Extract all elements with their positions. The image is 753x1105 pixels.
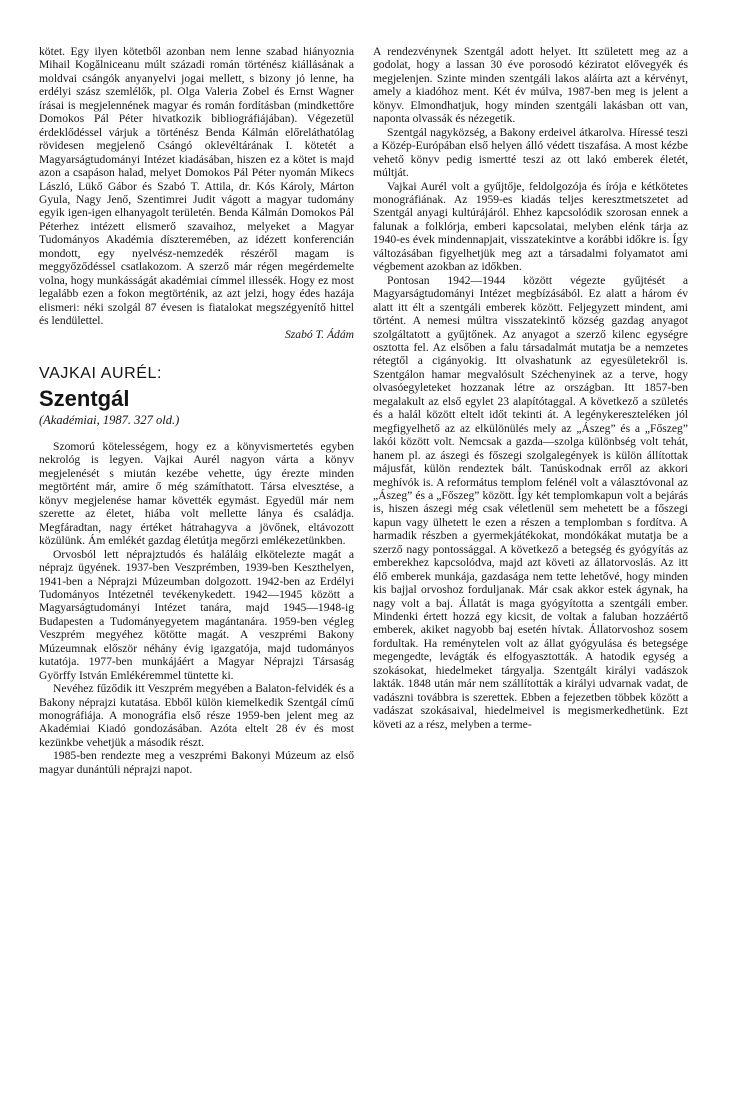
review-paragraph: 1985-ben rendezte meg a veszprémi Bakonyi Múzeum az első magyar dunántúli néprajzi napot. [39,749,354,776]
review-paragraph: Szomorú kötelességem, hogy ez a könyvismertetés egyben nekrológ is legyen. Vajkai Aurél nagyon várta a könyv megjelenését s miután kezébe vehette, úgy érezte minden megtörtént már, amire ő még számíthatott. Társa elvesztése, a könyv megjelenése hamar követték egymást. Egyedül már nem szerette az életet, hiába volt mellette lánya és családja. Megfáradtan, nagy értéket hátrahagyva a jövőnek, eltávozott közülünk. Ám emlékét gazdag életútja megőrzi emlékezetünkben. [39,439,354,548]
previous-review-signature: Szabó T. Ádám [284,327,354,341]
review-paragraph: Orvosból lett néprajztudós és haláláig elkötelezte magát a néprajz ügyének. 1937-ben Veszprémben, 1939-ben Keszthelyen, 1941-ben a Néprajzi Múzeumban dolgozott. 1942-ben az Erdélyi Tudományos Intézetnél tevékenykedett. 1942—1945 között a Magyarságtudományi Intézet tanára, majd 1945—1948-ig Budapesten a Tudományegyetem magántanára. 1959-ben végleg Veszprém megyéhez kötötte magát. A veszprémi Bakony Múzeumnak először néhány évig igazgatója, majd tudományos kutatója. 1977-ben munkájáért a Magyar Néprajzi Társaság Györffy István Emlékéremmel tüntette ki. [39,547,354,682]
review-paragraph: A rendezvénynek Szentgál adott helyet. Itt született meg az a godolat, hogy a lassan 30 éve porosodó kéziratot elővegyék és megjelenjen. Szinte minden szentgáli lakos aláírta azt a kérvényt, amely a kiadóhoz ment. Két év múlva, 1987-ben meg is jelent a könyv. Elmondhatjuk, hogy minden szentgáli lakásban ott van, naponta olvassák és nézegetik. [373,45,688,126]
review-paragraph: Nevéhez fűződik itt Veszprém megyében a Balaton-felvidék és a Bakony néprajzi kutatása. Ebből külön kiemelkedik Szentgál című monográfiája. A monográfia első része 1959-ben jelent meg az Akadémiai Kiadó gondozásában. Azóta eltelt 28 év és most kezünkbe vehetjük a második részt. [39,682,354,749]
review-paragraph: Szentgál nagyközség, a Bakony erdeivel átkarolva. Híressé teszi a Közép-Európában első helyen álló védett tiszafása. A most kézbe vehető könyv pedig ismertté teszi az ott lakó emberek életét, múltját. [373,125,688,180]
review-title: Szentgál [39,385,130,411]
previous-review-text: kötet. Egy ilyen kötetből azonban nem lenne szabad hiányoznia Mihail Kogălniceanu múlt századi román történész kiállásának a moldvai csángók anyanyelvi jogai mellett, s bizony jó lenne, ha erdélyi szász szemlélők, pl. Olga Valeria Zobel és Ernst Wagner írásai is megjelennének magyar és román fordításban (mindkettőre Domokos Pál Péter hivatkozik bibliográfiájában). Végezetül érdeklődéssel várjuk a történész Benda Kálmán előreláthatólag rövidesen megjelenő Csángó oklevéltárának I. kötetét a Magyarságtudományi Intézet kiadásában, hiszen ez a kötet is majd azon a csapáson halad, melyet Domokos Pál Péter nyomán Mikecs László, Lükő Gábor és Szabó T. Attila, dr. Kós Károly, Márton Gyula, Nagy Jenő, Szentimrei Judit vágott a magyar tudomány egyik igen-igen elhanyagolt területén. Benda Kálmán Domokos Pál Péterhez intézett elismerő szavaihoz, melyeket a Magyar Tudományos Akadémia díszteremében, az idézett konferencián mondott, egy nyelvész-nemzedék részéről magam is meggyőződéssel csatlakozom. A szerző már régen megérdemelte volna, hogy munkásságát akadémiai címmel illessék. Hogy ez most legalább ezen a fokon megtörténik, az azt jelzi, hogy édes hazája elismeri: néki szolgál 87 évesen is fiatalokat megszégyenítő hittel és lendülettel. [39,45,354,328]
review-author: VAJKAI AURÉL: [39,364,163,382]
review-paragraph: Pontosan 1942—1944 között végezte gyűjtését a Magyarságtudományi Intézet megbízásából. Ez alatt a három év alatt itt élt a szentgáli emberek között. Feljegyzett mindent, ami történt. A nemesi múltra visszatekintő község gazdag anyagot szolgáltatott a gyűjtőnek. Az anyagot a szerző kilenc egységre osztotta fel. Az elsőben a falu társadalmát mutatja be a nemzetes rétegtől a cigányokig. Itt olvashatunk az egyesületekről is. Szentgálon hamar megvalósult Széchenyinek az a terve, hogy olvasóegyleteket hozzanak létre az országban. Itt 1857-ben megalakult az első egylet 23 alapítótaggal. A következő a születés és a halál között eltelt időt tekinti át. A legénykereszteléken jól megfigyelhető az az elkülönülés mely az „Ászeg” és a „Főszeg” lakói között volt. Nemcsak a gazda—szolga különbség volt tehát, hanem pl. az ászegi és főszegi szolgalegények is külön állítottak májusfát, külön rendeztek bált. Tanúskodnak erről az akkori meghívók is. A református templom felénél volt a választóvonal az „Ászeg” és a „Főszeg” között. Így két templomkapun volt a bejárás is, hiszen ászegi még csak véletlenül sem mehetett be a főszegi kapun vagy ülhetett le ezen a részen a templomban s fordítva. A harmadik részben a gyermekjátékokat, mondókákat mutatja be a szerző nagy pontossággal. A következő a betegség és gyógyítás az emberekhez kapcsolódva, majd azt követi az állatorvoslás. Az itt élő emberek munkája, gazdasága nem tette lehetővé, hogy minden kis bajjal orvoshoz forduljanak. Már csak akkor estek ágynak, ha nagy volt a baj. Állatát is maga gyógyította a szentgáli ember. Mindenki értett hozzá egy kicsit, de voltak a faluban hozzáértő emberek, akiket nagyobb baj esetén hívtak. Állatorvoshoz sosem fordultak. Ha reménytelen volt az állat gyógyulása és betegsége megengedte, levágták és elfogyasztották. A hatodik egység a szokásokat, hiedelmeket tárgyalja. Szentgált királyi vadászok lakták. 1848 után már nem szállították a királyi udvarnak vadat, de vadászni továbbra is szerettek. Ebben a fejezetben többek között a vadászat szokásaival, hiedelmeivel is megismerkedhetünk. Ezt követi az a rész, melyben a terme- [373,273,688,731]
review-publication: (Akadémiai, 1987. 327 old.) [39,412,180,427]
right-column [373,45,688,731]
review-paragraph: Vajkai Aurél volt a gyűjtője, feldolgozója és írója e kétkötetes monográfiának. Az 1959-es kiadás teljes keresztmetszetet ad Szentgál anyagi kultúrájáról. Ehhez kapcsolódik szorosan ennek a falunak a folklórja, emberi kapcsolatai, melyben elénk tárja az 1940-es évek mindennapjait, visszatekintve a korábbi időkre is. Így változásában figyelhetjük meg azt a társadalmi folyamatot ami végbement azokban az időkben. [373,179,688,274]
left-column [39,45,354,776]
